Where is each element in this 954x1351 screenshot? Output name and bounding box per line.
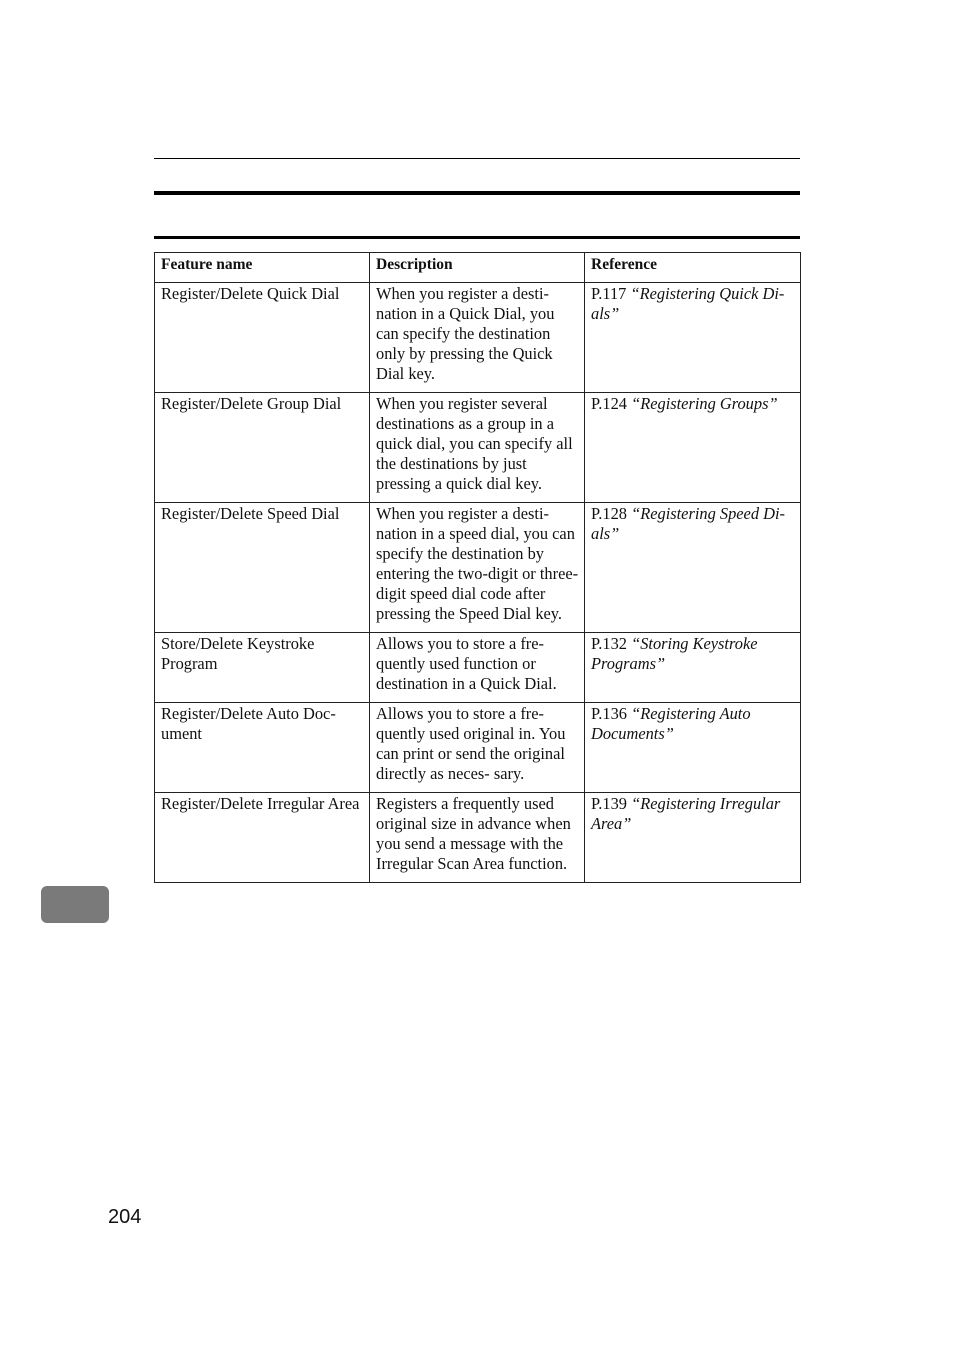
feature-name-cell: Register/Delete Speed Dial (155, 503, 370, 633)
table-row (155, 633, 801, 703)
description-cell: Allows you to store a fre- quently used function or destination in a Quick Dial. (370, 633, 585, 703)
table-row (155, 703, 801, 793)
reference-link[interactable]: “Registering Auto Documents” (591, 704, 751, 743)
reference-cell (585, 793, 801, 883)
table-row (155, 283, 801, 393)
reference-link[interactable]: “Registering Irregular Area” (591, 794, 781, 833)
feature-name-cell: Register/Delete Auto Doc- ument (155, 703, 370, 793)
header-rule-thick (154, 191, 800, 195)
header-rule-thin (154, 158, 800, 159)
table-header-row (155, 253, 801, 283)
reference-page: P.128 (591, 504, 632, 523)
table-row (155, 503, 801, 633)
reference-cell (585, 703, 801, 793)
description-cell: When you register several destinations as a group in a quick dial, you can specify all the destinations by just pressing a quick dial key. (370, 393, 585, 503)
reference-link[interactable]: “Registering Speed Di- als” (591, 504, 785, 543)
column-header-feature-name: Feature name (155, 253, 370, 283)
table-row (155, 793, 801, 883)
column-header-reference: Reference (585, 253, 801, 283)
page-number: 204 (108, 1206, 142, 1228)
table-row (155, 393, 801, 503)
reference-page: P.136 (591, 704, 632, 723)
feature-name-cell: Store/Delete Keystroke Program (155, 633, 370, 703)
reference-cell (585, 503, 801, 633)
reference-page: P.124 (591, 394, 632, 413)
column-header-description: Description (370, 253, 585, 283)
feature-table (154, 252, 801, 883)
reference-page: P.139 (591, 794, 632, 813)
feature-name-cell: Register/Delete Group Dial (155, 393, 370, 503)
description-cell: Registers a frequently used original size in advance when you send a message with the Irregular Scan Area function. (370, 793, 585, 883)
feature-name-cell: Register/Delete Irregular Area (155, 793, 370, 883)
reference-page: P.117 (591, 284, 631, 303)
section-rule-thick (154, 236, 800, 239)
description-cell: When you register a desti- nation in a speed dial, you can specify the destination by entering the two-digit or three-digit speed dial code after pressing the Speed Dial key. (370, 503, 585, 633)
feature-name-cell: Register/Delete Quick Dial (155, 283, 370, 393)
reference-cell (585, 633, 801, 703)
reference-link[interactable]: “Registering Quick Di- als” (591, 284, 785, 323)
reference-page: P.132 (591, 634, 632, 653)
reference-link[interactable]: “Registering Groups” (631, 394, 778, 413)
reference-cell (585, 283, 801, 393)
reference-link[interactable]: “Storing Keystroke Programs” (591, 634, 758, 673)
reference-cell (585, 393, 801, 503)
description-cell: Allows you to store a fre- quently used original in. You can print or send the original directly as neces- sary. (370, 703, 585, 793)
chapter-tab-marker (41, 886, 109, 923)
description-cell: When you register a desti- nation in a Quick Dial, you can specify the destination only by pressing the Quick Dial key. (370, 283, 585, 393)
